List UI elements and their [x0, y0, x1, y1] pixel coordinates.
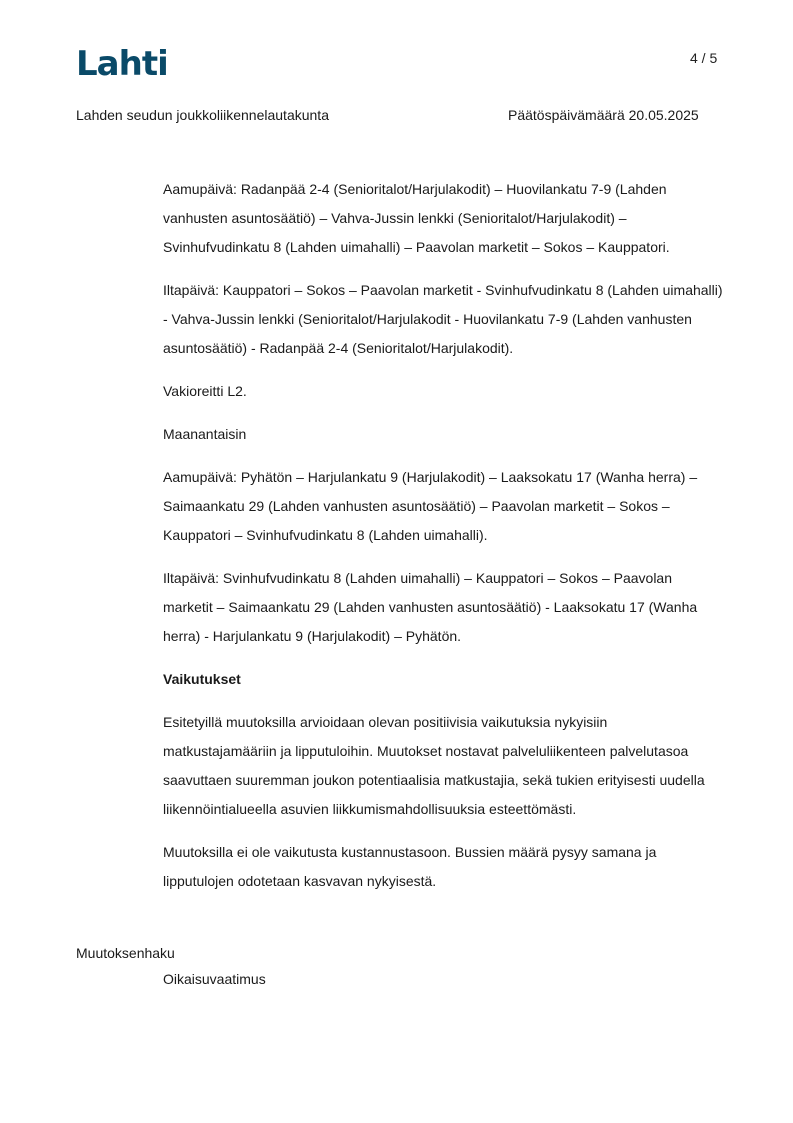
paragraph-impacts-2: Muutoksilla ei ole vaikutusta kustannustasoon. Bussien määrä pysyy samana ja lipputulojen odotetaan kasvavan nykyisestä.: [163, 844, 657, 889]
paragraph-mondays: Maanantaisin: [163, 426, 247, 442]
paragraph-afternoon-route-2: Iltapäivä: Svinhufvudinkatu 8 (Lahden uimahalli) – Kauppatori – Sokos – Paavolan marketit – Saimaankatu 29 (Lahden vanhusten asuntosäätiö) - Laaksokatu 17 (Wanha herra) - Harjulankatu 9 (Harjulakodit) – Pyhätön.: [163, 570, 698, 644]
paragraph-afternoon-route-1: Iltapäivä: Kauppatori – Sokos – Paavolan marketit - Svinhufvudinkatu 8 (Lahden uimahalli) - Vahva-Jussin lenkki (Senioritalot/Harjulakodit - Huovilankatu 7-9 (Lahden vanhusten asuntosäätiö) - Radanpää 2-4 (Senioritalot/Harjulakodit).: [163, 282, 723, 356]
page-number: 4 / 5: [690, 50, 718, 66]
paragraph-morning-route-1: Aamupäivä: Radanpää 2-4 (Senioritalot/Harjulakodit) – Huovilankatu 7-9 (Lahden vanhusten asuntosäätiö) – Vahva-Jussin lenkki (Senioritalot/Harjulakodit) – Svinhufvudinkatu 8 (Lahden uimahalli) – Paavolan marketit – Sokos – Kauppatori.: [163, 181, 670, 255]
paragraph-standard-route: Vakioreitti L2.: [163, 383, 247, 399]
paragraph-impacts-1: Esitetyillä muutoksilla arvioidaan olevan positiivisia vaikutuksia nykyisiin matkustajamääriin ja lipputuloihin. Muutokset nostavat palveluliikenteen palvelutasoa saavuttaen suuremman joukon potentiaalisia matkustajia, sekä tukien erityisesti uudella liikennöintialueella asuvien liikkumismahdollisuuksia esteettömästi.: [163, 714, 705, 817]
organization-name: Lahden seudun joukkoliikennelautakunta: [76, 107, 329, 123]
subsection-rectification-request: Oikaisuvaatimus: [163, 971, 266, 987]
section-appeal: Muutoksenhaku: [76, 945, 175, 961]
heading-impacts: Vaikutukset: [163, 671, 241, 687]
decision-date: Päätöspäivämäärä 20.05.2025: [508, 107, 699, 123]
paragraph-morning-route-2: Aamupäivä: Pyhätön – Harjulankatu 9 (Harjulakodit) – Laaksokatu 17 (Wanha herra) – Saimaankatu 29 (Lahden vanhusten asuntosäätiö) – Paavolan marketit – Sokos – Kauppatori – Svinhufvudinkatu 8 (Lahden uimahalli).: [163, 469, 698, 543]
lahti-logo: Lahti: [76, 44, 168, 84]
document-body: [163, 175, 723, 910]
